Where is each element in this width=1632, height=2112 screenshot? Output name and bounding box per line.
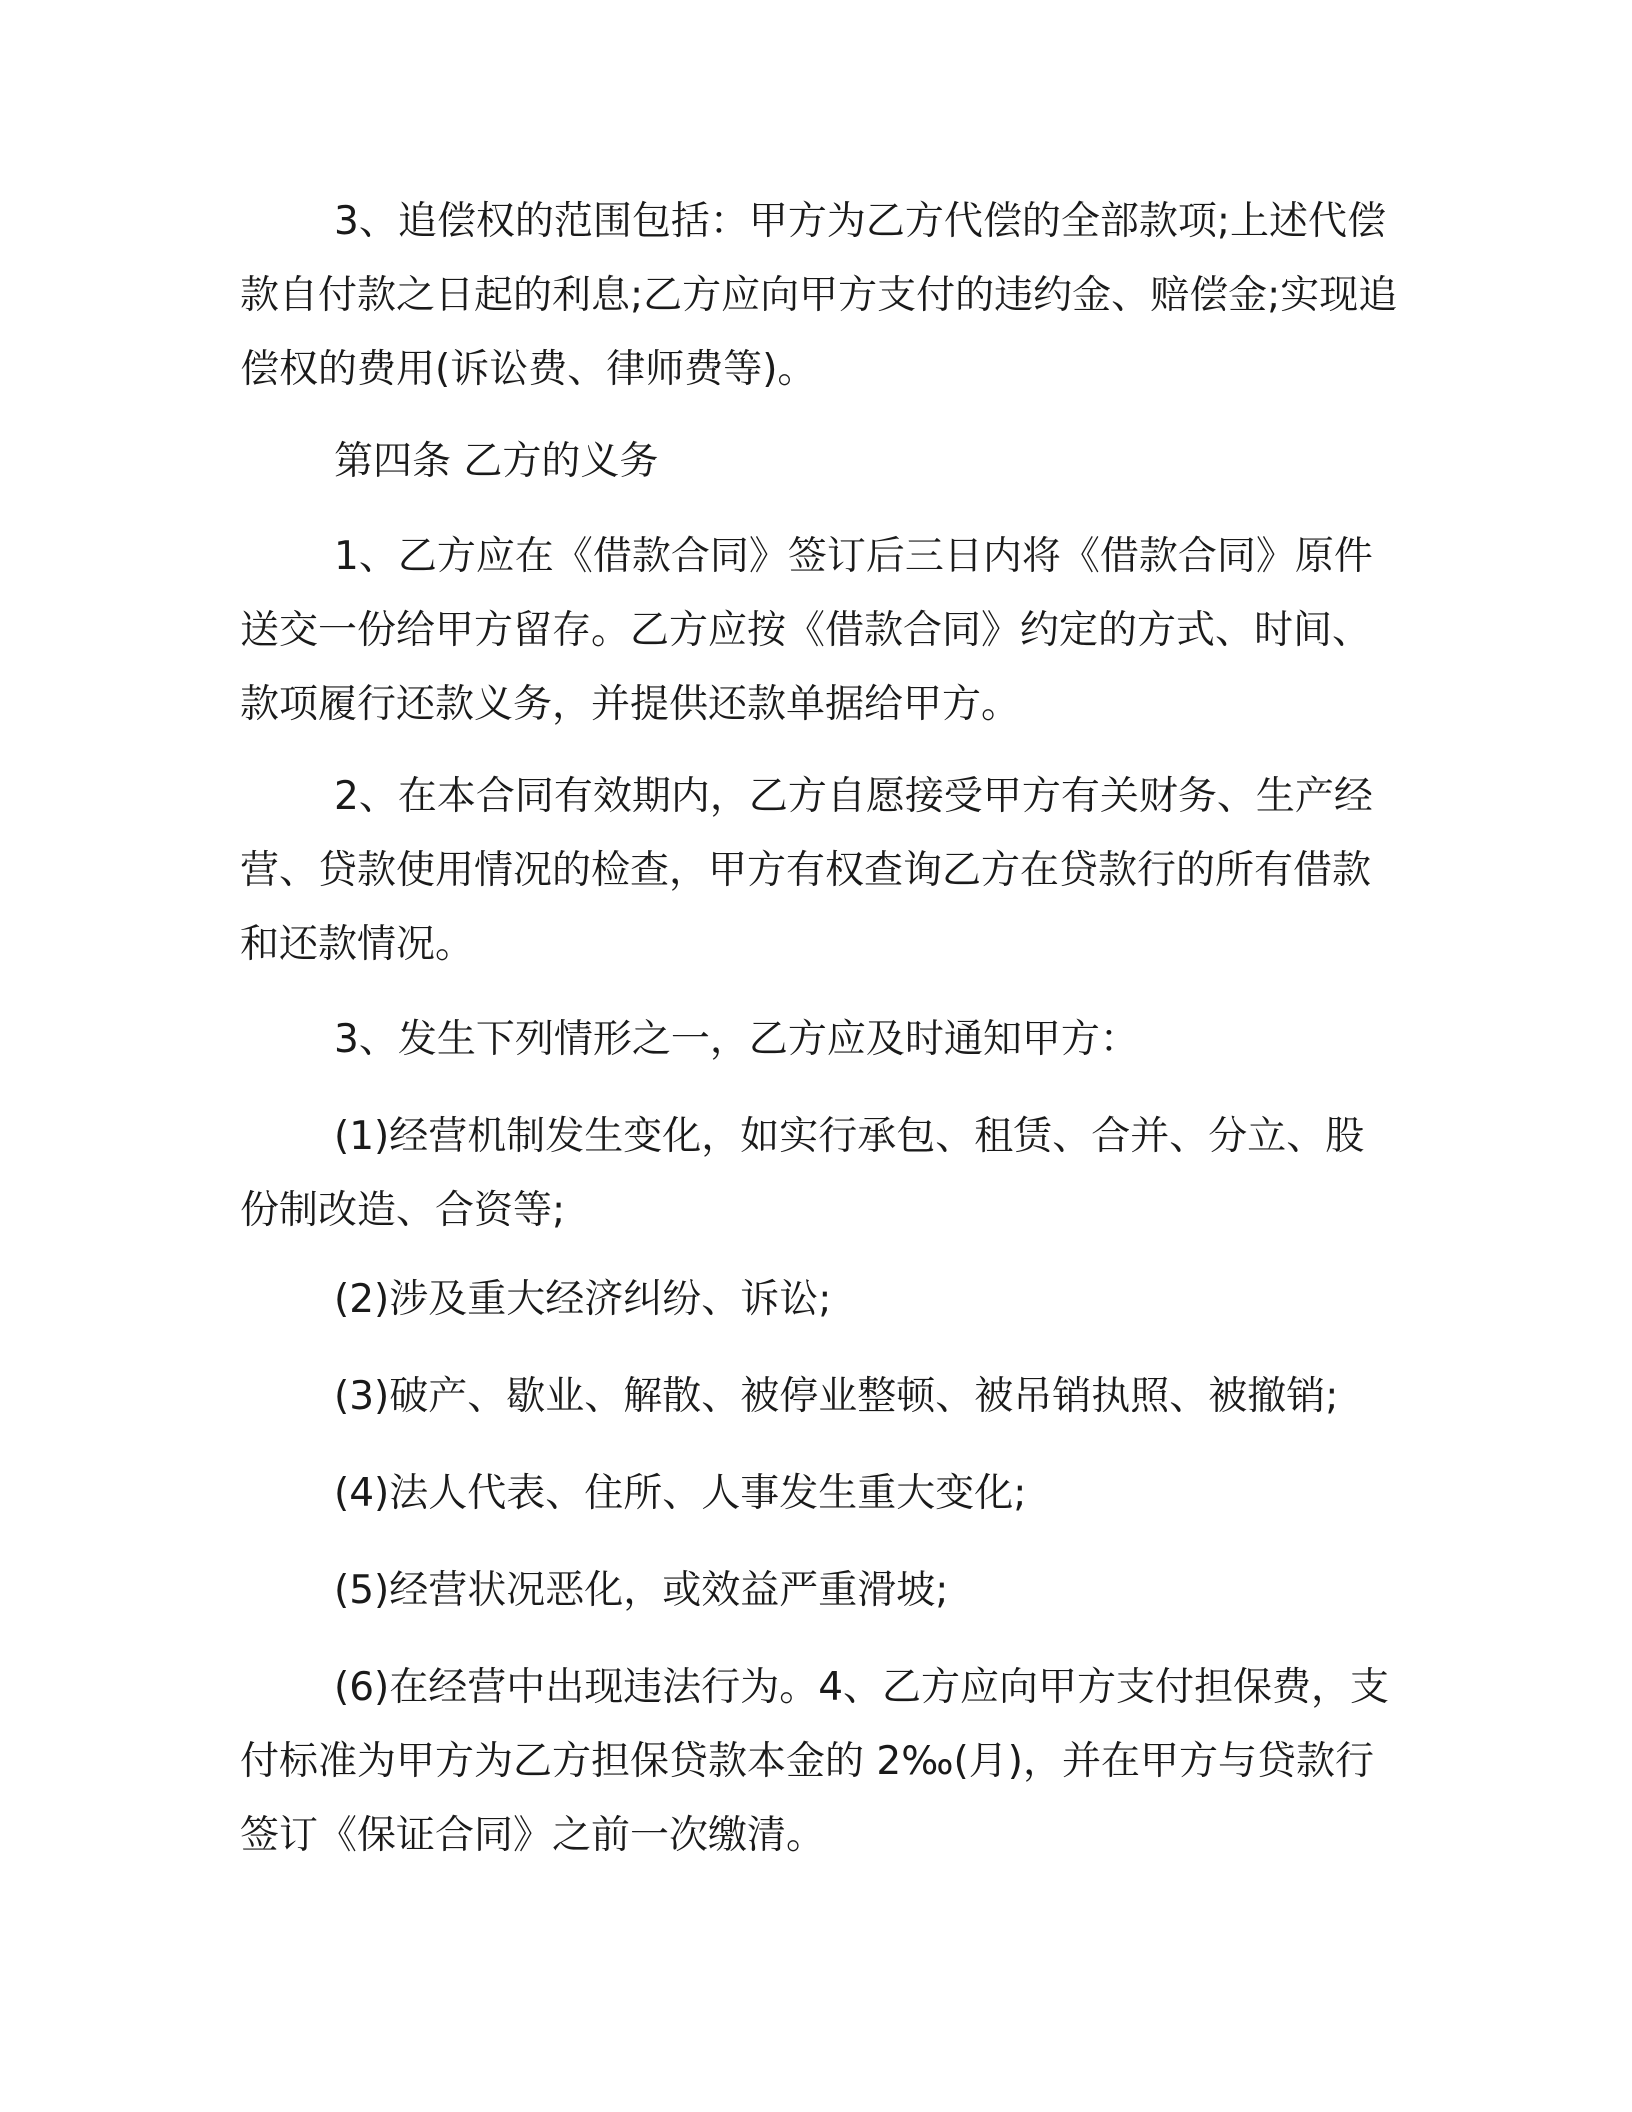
list-item-5: (5)经营状况恶化，或效益严重滑坡; [334, 1568, 949, 1613]
list-item-1: (1)经营机制发生变化，如实行承包、租赁、合并、分立、股份制改造、合资等; [240, 1114, 1365, 1233]
list-item-4: (4)法人代表、住所、人事发生重大变化; [334, 1471, 1027, 1516]
list-item-3: (3)破产、歇业、解散、被停业整顿、被吊销执照、被撤销; [334, 1374, 1339, 1419]
section-heading-article-4: 第四条 乙方的义务 [334, 439, 659, 484]
list-item-6: (6)在经营中出现违法行为。4、乙方应向甲方支付担保费，支付标准为甲方为乙方担保贷款本金的 2‰(月)，并在甲方与贷款行签订《保证合同》之前一次缴清。 [240, 1665, 1390, 1858]
paragraph-obligation-2: 2、在本合同有效期内，乙方自愿接受甲方有关财务、生产经营、贷款使用情况的检查，甲方有权查询乙方在贷款行的所有借款和还款情况。 [240, 774, 1373, 967]
list-item-2: (2)涉及重大经济纠纷、诉讼; [334, 1277, 832, 1322]
paragraph-recourse-scope: 3、追偿权的范围包括：甲方为乙方代偿的全部款项;上述代偿款自付款之日起的利息;乙方应向甲方支付的违约金、赔偿金;实现追偿权的费用(诉讼费、律师费等)。 [240, 199, 1398, 392]
paragraph-obligation-3: 3、发生下列情形之一，乙方应及时通知甲方： [334, 1017, 1139, 1062]
paragraph-obligation-1: 1、乙方应在《借款合同》签订后三日内将《借款合同》原件送交一份给甲方留存。乙方应按《借款合同》约定的方式、时间、款项履行还款义务，并提供还款单据给甲方。 [240, 534, 1373, 727]
